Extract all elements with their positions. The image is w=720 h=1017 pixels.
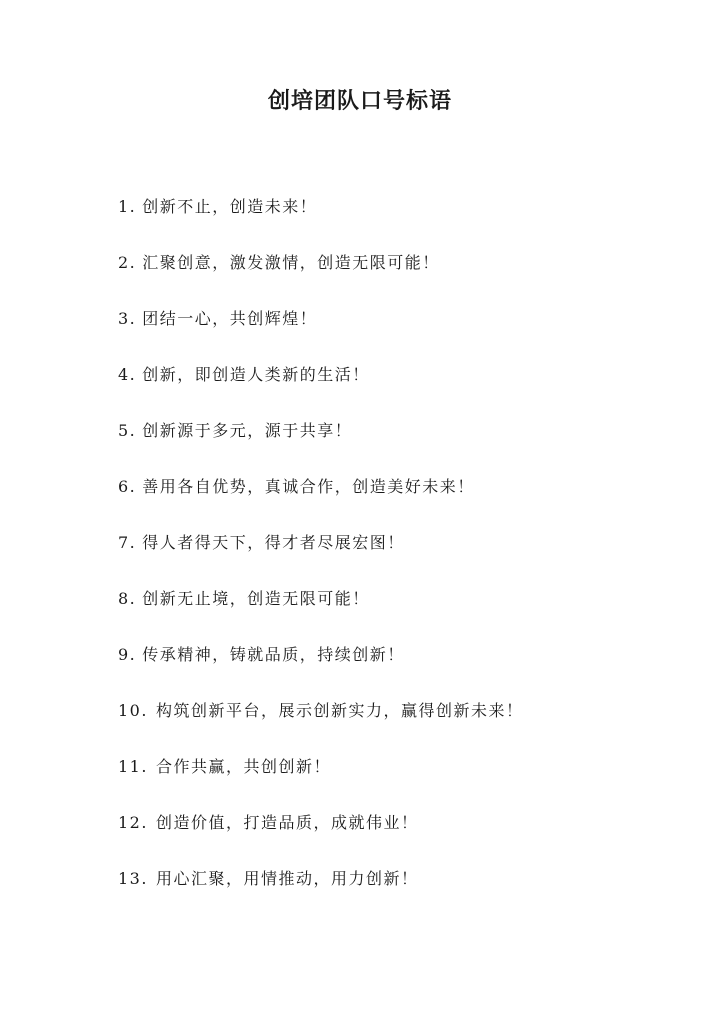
item-number: 1. [118,197,137,216]
item-text: 用心汇聚，用情推动，用力创新！ [155,869,419,888]
item-number: 3. [118,309,137,328]
item-text: 创新无止境，创造无限可能！ [142,589,370,608]
list-item [118,473,523,529]
list-item [118,193,523,249]
item-number: 2. [118,253,137,272]
item-text: 构筑创新平台，展示创新实力，赢得创新未来！ [155,701,524,720]
list-item [118,361,523,417]
item-text: 传承精神，铸就品质，持续创新！ [142,645,405,664]
item-text: 创新，即创造人类新的生活！ [142,365,370,384]
item-number: 11. [118,757,148,776]
item-number: 12. [118,813,148,832]
item-number: 8. [118,589,137,608]
item-text: 创新不止，创造未来！ [142,197,318,216]
list-item [118,305,523,361]
item-text: 合作共赢，共创创新！ [155,757,331,776]
slogan-list [118,193,523,921]
list-item [118,753,523,809]
list-item [118,697,523,753]
item-number: 13. [118,869,148,888]
item-number: 7. [118,533,137,552]
list-item [118,641,523,697]
document-title: 创培团队口号标语 [267,88,452,114]
item-text: 善用各自优势，真诚合作，创造美好未来！ [142,477,475,496]
item-text: 创新源于多元，源于共享！ [142,421,353,440]
list-item [118,417,523,473]
list-item [118,249,523,305]
list-item [118,865,523,921]
item-number: 4. [118,365,137,384]
item-number: 10. [118,701,148,720]
list-item [118,809,523,865]
item-number: 9. [118,645,137,664]
item-number: 5. [118,421,137,440]
item-text: 得人者得天下，得才者尽展宏图！ [142,533,405,552]
item-text: 团结一心，共创辉煌！ [142,309,318,328]
list-item [118,529,523,585]
item-text: 汇聚创意，激发激情，创造无限可能！ [142,253,440,272]
item-number: 6. [118,477,137,496]
list-item [118,585,523,641]
item-text: 创造价值，打造品质，成就伟业！ [155,813,419,832]
